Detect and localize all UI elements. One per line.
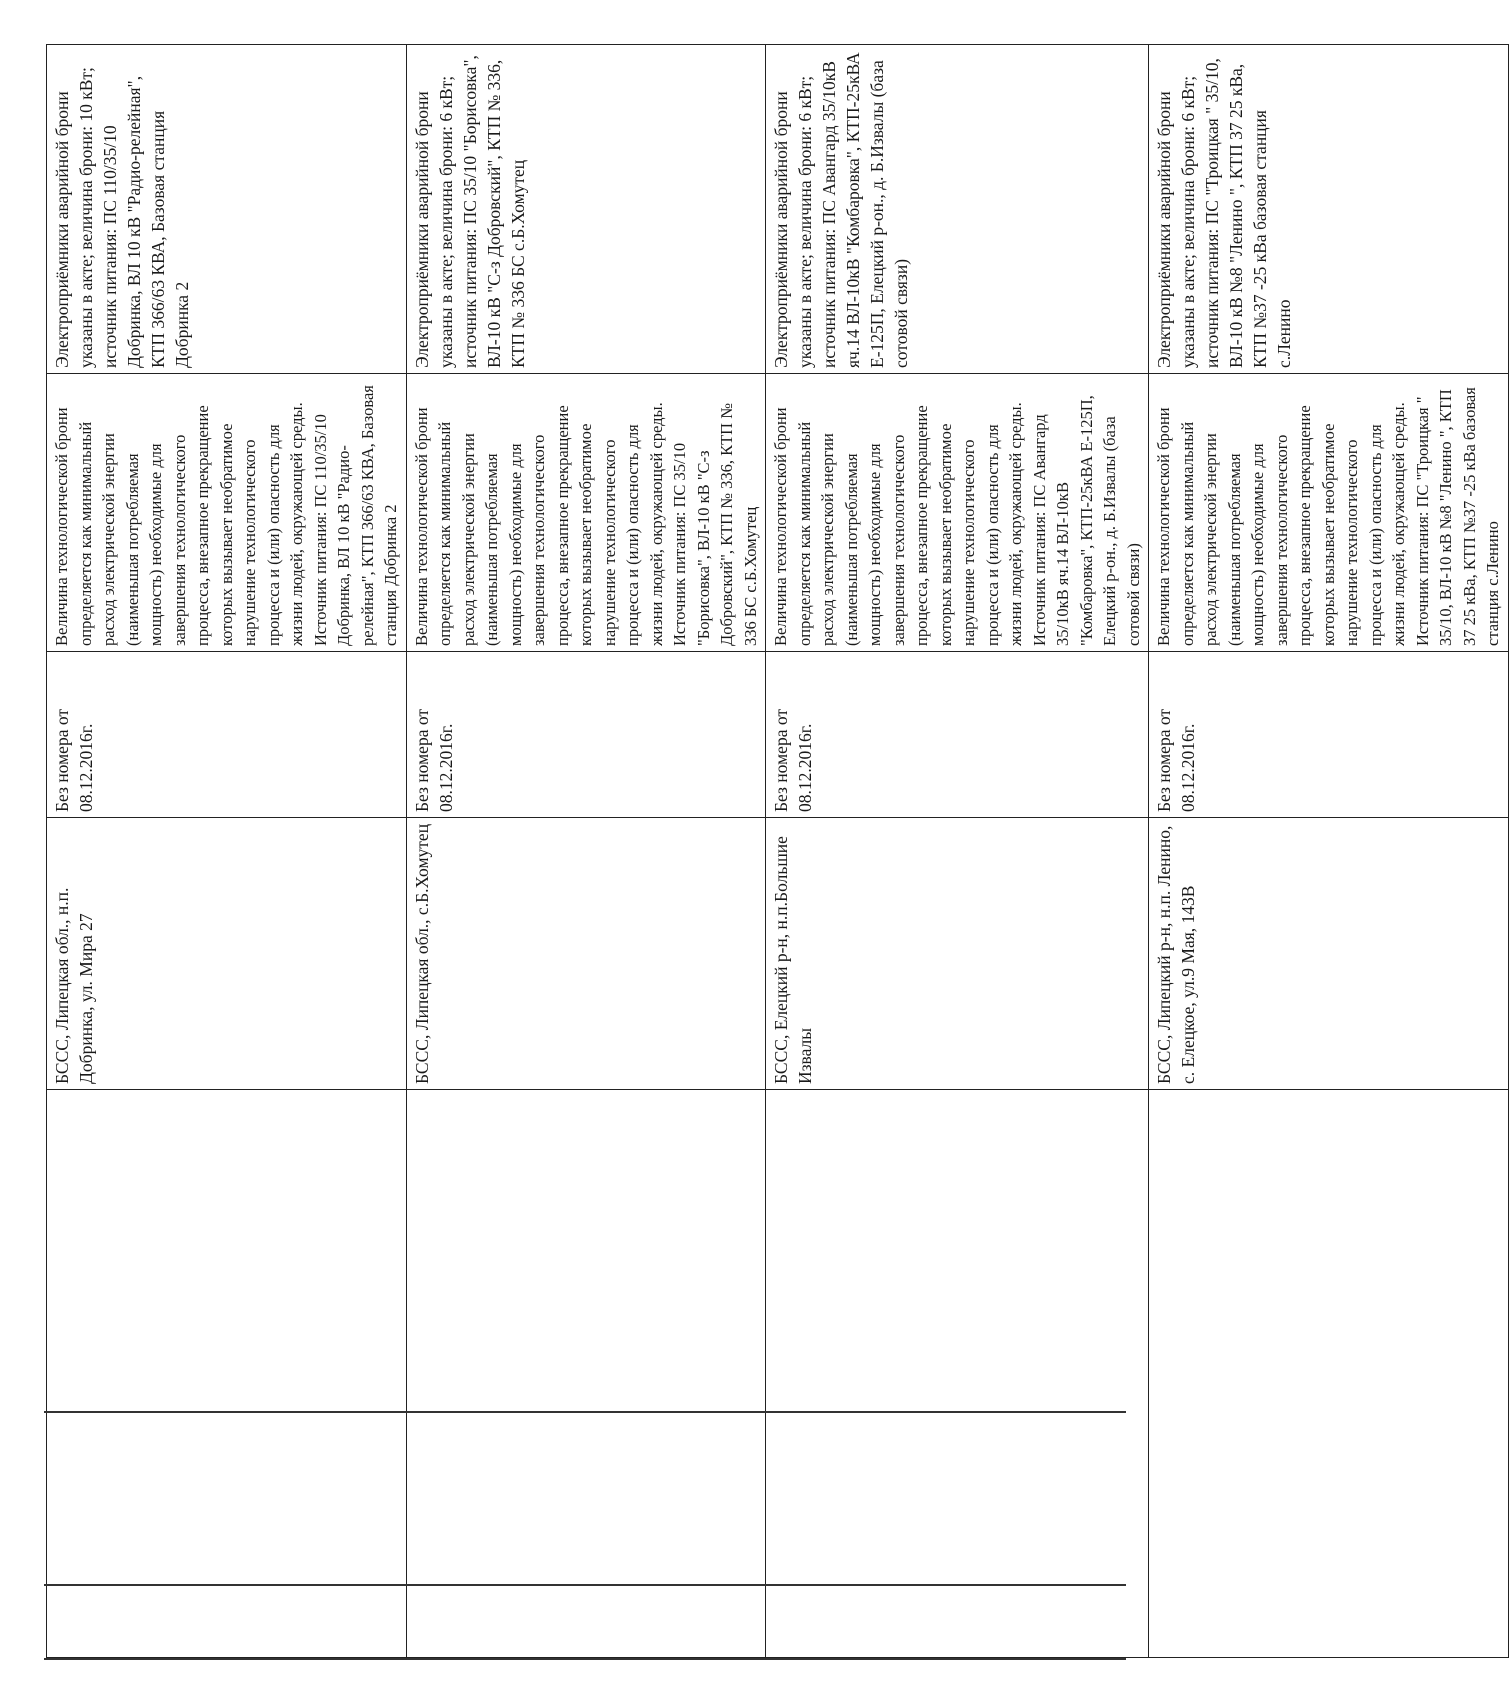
act-cell: Без номера от 08.12.2016г. [47,652,407,818]
address-cell: БССС, Липецкая обл., с.Б.Хомутец [406,818,766,1090]
horizontal-rule [44,1411,1126,1413]
rotated-table-page [46,45,1502,1658]
empty-cell [1149,1090,1509,1658]
technological-reserve-cell: Величина технологической брони определяется как минимальный расход электрической энергии (наименьшая потребляемая мощность) необходимые для завершения технологического процесса, внезапное прекращение которых вызывает необратимое нарушение технологического процесса и (или) опасность для жизни людей, окружающей среды. Источник питания: ПС 110/35/10 Добринка, ВЛ 10 кВ "Радио-релейная", КТП 366/63 КВА, Базовая станция Добринка 2 [47,374,407,652]
address-cell: БССС, Елецкий р-н, н.п.Большие Извалы [766,818,1149,1090]
act-cell: Без номера от 08.12.2016г. [766,652,1149,818]
empty-cell [766,1090,1149,1658]
horizontal-rule [44,1584,1126,1586]
emergency-reserve-cell: Электроприёмники аварийной брони указаны в акте; величина брони: 6 кВт; источник питания: ПС Авангард 35/10кВ яч.14 ВЛ-10кВ "Комбаровка", КТП-25кВА Е-125П, Елецкий р-он., д. Б.Извалы (база сотовой связи) [766,45,1149,374]
act-cell: Без номера от 08.12.2016г. [406,652,766,818]
empty-cell [406,1090,766,1658]
technological-reserve-cell: Величина технологической брони определяется как минимальный расход электрической энергии (наименьшая потребляемая мощность) необходимые для завершения технологического процесса, внезапное прекращение которых вызывает необратимое нарушение технологического процесса и (или) опасность для жизни людей, окружающей среды. Источник питания: ПС 35/10 "Борисовка", ВЛ-10 кВ "С-з Добровский", КТП № 336, КТП № 336 БС с.Б.Хомутец [406,374,766,652]
technological-reserve-cell: Величина технологической брони определяется как минимальный расход электрической энергии (наименьшая потребляемая мощность) необходимые для завершения технологического процесса, внезапное прекращение которых вызывает необратимое нарушение технологического процесса и (или) опасность для жизни людей, окружающей среды. Источник питания: ПС Авангард 35/10кВ яч.14 ВЛ-10кВ "Комбаровка", КТП-25кВА Е-125П, Елецкий р-он., д. Б.Извалы (база сотовой связи) [766,374,1149,652]
address-cell: БССС, Липецкий р-н, н.п. Ленино, с. Елецкое, ул.9 Мая, 143В [1149,818,1509,1090]
emergency-reserve-cell: Электроприёмники аварийной брони указаны в акте; величина брони: 6 кВт; источник питания: ПС "Троицкая " 35/10, ВЛ-10 кВ №8 "Ленино ", КТП 37 25 кВа, КТП №37 -25 кВа базовая станция с.Ленино [1149,45,1509,374]
emergency-reserve-cell: Электроприёмники аварийной брони указаны в акте; величина брони: 6 кВт; источник питания: ПС 35/10 "Борисовка", ВЛ-10 кВ "С-з Добровский", КТП № 336, КТП № 336 БС с.Б.Хомутец [406,45,766,374]
empty-cell [47,1090,407,1658]
horizontal-rule [44,1658,1126,1660]
table-row [47,45,407,1658]
table-row [406,45,766,1658]
table-row [766,45,1149,1658]
emergency-reserve-cell: Электроприёмники аварийной брони указаны в акте; величина брони: 10 кВт; источник питания: ПС 110/35/10 Добринка, ВЛ 10 кВ "Радио-релейная", КТП 366/63 КВА, Базовая станция Добринка 2 [47,45,407,374]
act-cell: Без номера от 08.12.2016г. [1149,652,1509,818]
technological-reserve-cell: Величина технологической брони определяется как минимальный расход электрической энергии (наименьшая потребляемая мощность) необходимые для завершения технологического процесса, внезапное прекращение которых вызывает необратимое нарушение технологического процесса и (или) опасность для жизни людей, окружающей среды. Источник питания: ПС "Троицкая " 35/10, ВЛ-10 кВ №8 "Ленино ", КТП 37 25 кВа, КТП №37 -25 кВа базовая станция с.Ленино [1149,374,1509,652]
power-reserve-table [46,44,1509,1658]
table-row [1149,45,1509,1658]
address-cell: БССС, Липецкая обл., н.п. Добринка, ул. Мира 27 [47,818,407,1090]
